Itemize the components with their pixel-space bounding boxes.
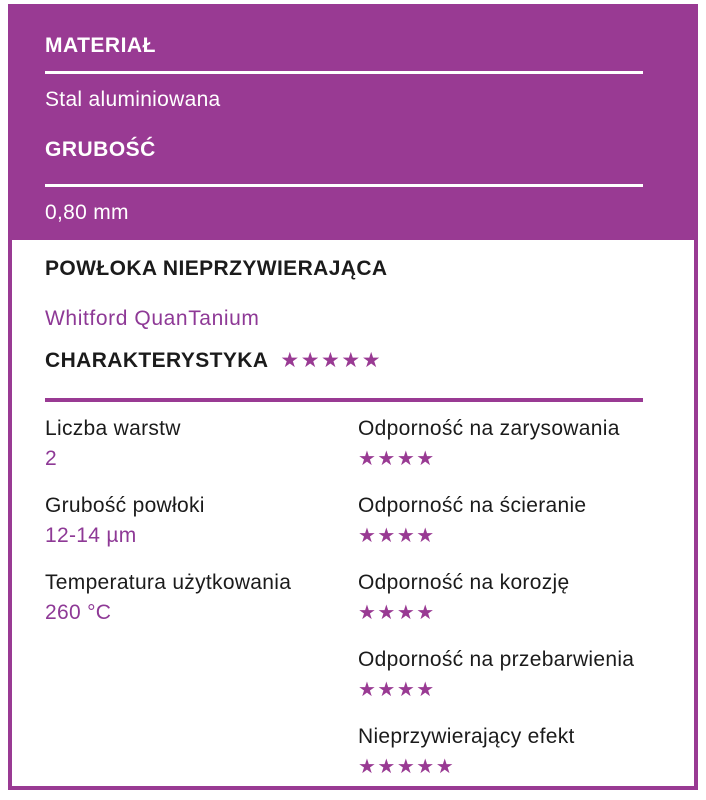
rating-label: Odporność na korozję [358, 571, 570, 594]
rating-label: Odporność na zarysowania [358, 417, 620, 440]
spec-label: Liczba warstw [45, 417, 181, 440]
rating-item [358, 491, 643, 551]
section-divider [45, 398, 643, 402]
rating-item [358, 645, 643, 705]
spec-value: 12-14 µm [45, 524, 137, 547]
rating-stars: ★★★★ [358, 525, 436, 547]
characteristics-label: CHARAKTERYSTYKA [45, 349, 269, 372]
thickness-value: 0,80 mm [45, 201, 129, 224]
material-header-section [12, 8, 694, 240]
rating-stars: ★★★★ [358, 448, 436, 470]
rating-item [358, 568, 643, 628]
rating-label: Odporność na przebarwienia [358, 648, 635, 671]
characteristics-stars: ★★★★★ [280, 349, 383, 372]
coating-brand: Whitford QuanTanium [45, 307, 260, 330]
product-spec-card [8, 4, 698, 790]
header-divider [45, 184, 643, 187]
rating-stars: ★★★★ [358, 602, 436, 624]
ratings-column [358, 414, 643, 799]
rating-item [358, 722, 643, 782]
thickness-label: GRUBOŚĆ [45, 138, 156, 161]
spec-value: 260 °C [45, 601, 112, 624]
specs-column [45, 414, 358, 799]
rating-label: Nieprzywierający efekt [358, 725, 575, 748]
rating-item [358, 414, 643, 474]
coating-section [12, 240, 694, 799]
spec-columns [45, 414, 643, 799]
spec-item [45, 414, 358, 474]
spec-label: Grubość powłoki [45, 494, 205, 517]
header-divider [45, 71, 643, 74]
spec-item [45, 568, 358, 628]
rating-stars: ★★★★★ [358, 756, 456, 778]
spec-item [45, 491, 358, 551]
spec-value: 2 [45, 447, 57, 470]
material-value: Stal aluminiowana [45, 88, 221, 111]
coating-title: POWŁOKA NIEPRZYWIERAJĄCA [45, 257, 388, 280]
rating-stars: ★★★★ [358, 679, 436, 701]
spec-label: Temperatura użytkowania [45, 571, 292, 594]
material-label: MATERIAŁ [45, 34, 156, 57]
rating-label: Odporność na ścieranie [358, 494, 587, 517]
characteristics-row [45, 348, 643, 374]
